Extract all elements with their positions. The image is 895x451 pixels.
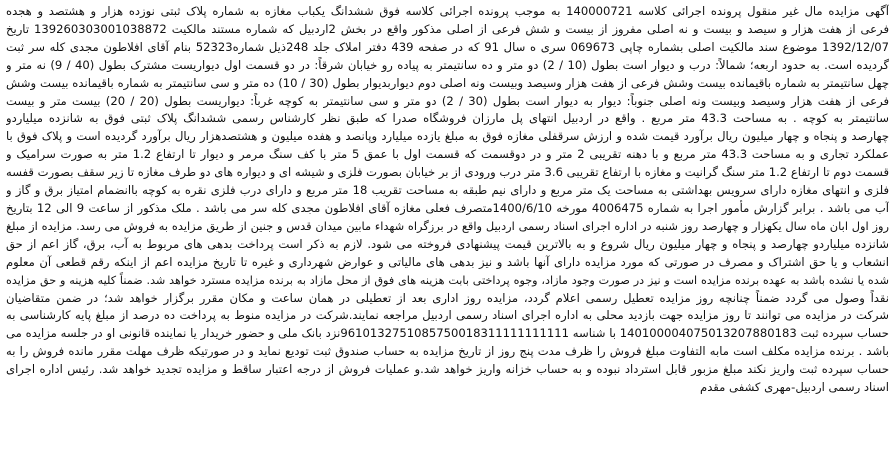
notice-line-8: چهارصد و پنجاه و چهار میلیون ریال برآورد قیمت شده و ارزش سرقفلی مغازه فوق به مبلغ یازده میلیارد وپانصد و هفده میلیون و هشتصدهزار ریال برآورد گردیده است و پلاک فوق با <box>6 129 889 144</box>
notice-line-21: حساب سپرده ثبت واریز نکند مبلغ مزبور قابل استرداد نبوده و به حساب خزانه واریز خواهد شد.و عملیات فروش از درجه اعتبار ساقط و مزایده تجدید خواهد شد. رئیس اداره اجرای <box>6 362 889 377</box>
notice-line-15: انشعاب و یا حق اشتراک و مصرف در صورتی که مورد مزایده دارای آنها باشد و نیز بدهی های مالیاتی و عوارض شهرداری و غیره تا تاریخ مزایده اعم از اینکه رقم قطعی آن معلوم <box>6 254 889 269</box>
notice-signature-line: اسناد رسمی اردبیل-مهری کشفی مقدم <box>700 380 889 395</box>
notice-line-19: حساب سپرده ثبت 140100004075013207880183 با شناسه 9610132751085750018311111111111نزد بانک ملی و حضور خریدار یا نماینده قانونی او در جلسه مزایده می <box>6 326 889 341</box>
notice-line-18: شرکت در مزایده می توانند تا روز مزایده جهت بازدید محلی به اداره اجرای اسناد رسمی اردبیل مراجعه نمایند.شرکت در مزایده منوط به پرداخت ده درصد از مبلغ پایه کارشناسی به <box>6 308 889 323</box>
notice-line-9: عملکرد تجاری و به مساحت 43.3 متر مربع و با دهنه تقریبی 2 متر و در دوقسمت که قسمت اول با عمق 5 متر با کف سنگ مرمر و دیوار تا ارتفاع 1.2 متر به صورت سرامیک و <box>6 147 889 162</box>
notice-line-14: شانزده میلیاردو چهارصد و پنجاه و چهار میلیون ریال شروع و به بالاترین قیمت پیشنهادی فروخته می شود. لازم به ذکر است پرداخت بدهی های مربوط به آب، برق، گاز اعم از حق <box>6 236 889 251</box>
notice-line-1: آگهی مزایده مال غیر منقول پرونده اجرائی کلاسه 140000721 به موجب پرونده اجرائی کلاسه فوق ششدانگ یکباب مغازه به شماره پلاک ثبتی نوزده هزار و هشتصد و هجده <box>6 4 889 18</box>
notice-line-7: سانتیمتر به کوچه . به مساحت 43.3 متر مربع . واقع در اردبیل انتهای پل مارزان فروشگاه صدرا که طبق نظر کارشناس رسمی ششدانگ پلاک ثبتی فوق به شانزده میلیاردو <box>6 111 889 126</box>
notice-line-3: 1392/12/07 موضوع سند مالکیت اصلی بشماره چاپی 069673 سری ه سال 91 که در صفحه 439 دفتر املاک جلد 248ذیل شماره52323 بنام آقای افلاطون مجدی کله سر ثبت <box>6 39 889 54</box>
notice-line-5: چهل سانتیمتر به شماره باقیمانده بیست وشش فرعی از هفت هزار وسیصد وبیست ونه اصلی دوم دیواربدیوار بطول (30 / 10) ده متر و سی سانتیمتر به شماره باقیمانده بیست وشش <box>6 75 889 90</box>
notice-line-12: آب می باشد . برابر گزارش مأمور اجرا به شماره 4006475 مورخه 1400/6/10متصرف فعلی مغازه آقای افلاطون مجدی کله سر می باشد . ملک مذکور از ساعت 9 الی 12 بتاریخ <box>6 200 889 215</box>
notice-line-6: فرعی از هفت هزار وسیصد وبیست ونه اصلی جنوباً: دیوار به دیوار است بطول (30 / 2) دو متر و سی سانتیمتر به کوچه غرباً: دیواریست بطول (20 / 20) بیست متر و بیست <box>6 93 889 108</box>
notice-line-20: باشد . برنده مزایده مکلف است مابه التفاوت مبلغ فروش را ظرف مدت پنج روز از تاریخ مزایده به حساب صندوق ثبت تودیع نماید و در صورتیکه ظرف مهلت مقرر مانده فروش را به <box>6 344 889 359</box>
notice-line-17: نقداً وصول می گردد ضمناً چنانچه روز مزایده تعطیل رسمی اعلام گردد، مزایده روز اداری بعد از تعطیلی در همان ساعت و مکان مقرر برگزار خواهد شد؛ در ضمن متقاضیان <box>6 290 889 305</box>
notice-line-11: فلزی و انتهای مغازه دارای سرویس بهداشتی به مساحت یک متر مربع و دارای نیم طبقه به مساحت تقریب 18 متر مربع و دارای درب فلزی نقره به کوچه باانضمام امتیاز برق و گاز و <box>6 183 889 198</box>
notice-line-10: قسمت دوم تا ارتفاع 1.2 متر سنگ گرانیت و مغازه با ارتفاع تقریبی 3.6 متر درب ورودی از بر خیابان بصورت فلزی و شیشه ای و دیواره های دو طرف مغازه تا زیر سقف بصورت قفسه <box>6 165 889 180</box>
notice-line-2: فرعی از هفت هزار و سیصد و بیست و نه اصلی مفروز از بیست و شش فرعی از اصلی مذکور واقع در بخش 2اردبیل که شماره مستند مالکیت 139260303001038872 تاریخ <box>6 21 889 36</box>
notice-line-16: شده یا نشده باشد به عهده برنده مزایده است و نیز در صورت وجود مازاد، وجوه پرداختی بابت هزینه های فوق از محل مازاد به برنده مزایده مسترد خواهد شد. ضمناً کلیه هزینه و حق مزایده <box>6 273 889 287</box>
notice-line-4: گردیده است. به حدود اربعه؛ شمالاً: درب و دیوار است بطول (10 / 2) دو متر و ده سانتیمتر به پیاده رو خیابان شرقاً: در دو قسمت اول دیواریست مشترک بطول (40 / 9) نه متر و <box>6 57 889 72</box>
notice-line-13: روز اول ابان ماه سال یکهزار و چهارصد روز شنبه در اداره اجرای اسناد رسمی اردبیل واقع در برزگراه شهداء مابین میدان قدس و جنین از طریق مزایده به فروش می رسد. مزایده از مبلغ <box>6 218 889 233</box>
